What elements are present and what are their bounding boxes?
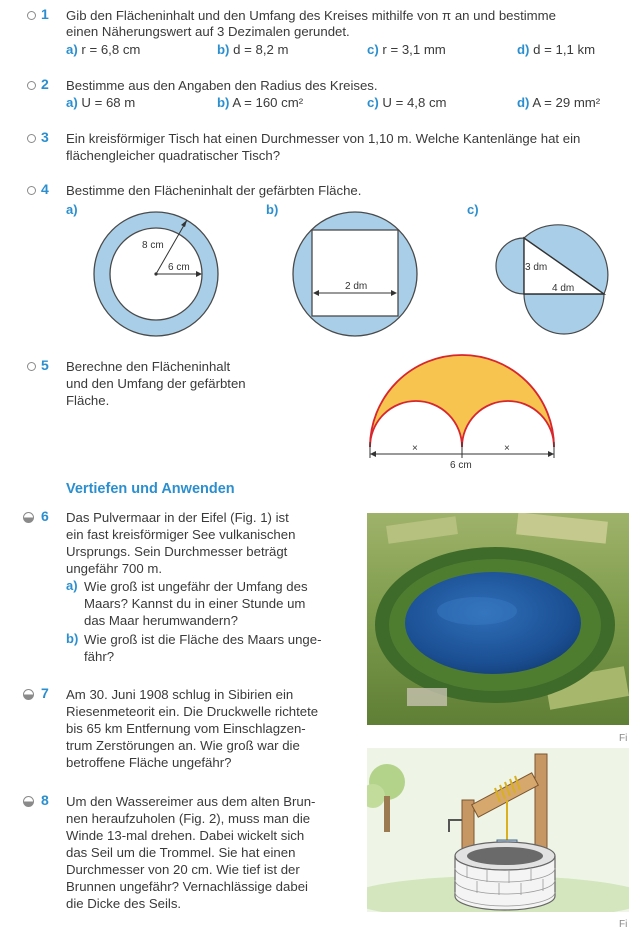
task-1-text-line1: Gib den Flächeninhalt und den Umfang des Kreises mithilfe von π an und bestimme (66, 8, 556, 23)
tree-trunk (384, 796, 390, 832)
task-1-text-line2: einen Näherungswert auf 3 Dezimalen gerundet. (66, 24, 350, 39)
task-1-bullet (27, 11, 36, 20)
task-4b-square-circle-figure (292, 210, 420, 338)
task-8-bullet (23, 796, 34, 807)
task-8-text-line6: Brunnen ungefähr? Vernachlässige dabei (66, 879, 308, 894)
task-5-text-line2: und den Umfang der gefärbten (66, 376, 246, 391)
center-point (154, 272, 157, 275)
section-heading: Vertiefen und Anwenden (66, 481, 235, 497)
task-6-bullet (23, 512, 34, 523)
semicircle-leg1 (496, 238, 524, 294)
task-3-bullet (27, 134, 36, 143)
task-5-text-line1: Berechne den Flächeninhalt (66, 359, 231, 374)
pulvermaar-photo (367, 513, 629, 725)
task-6-b-line1: Wie groß ist die Fläche des Maars unge- (84, 632, 322, 647)
task-2-item-c: c) U = 4,8 cm (367, 95, 447, 110)
task-4c-triangle-figure (488, 208, 618, 338)
inner-radius-label: 6 cm (168, 262, 190, 273)
task-8-text-line2: nen heraufzuholen (Fig. 2), muss man die (66, 811, 311, 826)
task-4-bullet (27, 186, 36, 195)
width-label: 6 cm (450, 460, 472, 471)
task-8-text-line7: die Dicke des Seils. (66, 896, 182, 911)
task-5-arc-figure (360, 350, 565, 475)
task-7-number: 7 (41, 685, 49, 701)
task-4-number: 4 (41, 181, 49, 197)
task-6-label-a: a) (66, 578, 78, 593)
task-4-label-c: c) (467, 202, 479, 217)
task-6-label-b: b) (66, 631, 79, 646)
task-6-b-line2: fähr? (84, 649, 115, 664)
task-7-text-line3: bis 65 km Entfernung vom Einschlagzen- (66, 721, 306, 736)
task-4-label-b: b) (266, 202, 279, 217)
task-4-label-a: a) (66, 202, 78, 217)
side-label: 2 dm (345, 281, 368, 292)
task-6-number: 6 (41, 508, 49, 524)
task-7-text-line1: Am 30. Juni 1908 schlug in Sibirien ein (66, 687, 294, 702)
task-2-item-a: a) U = 68 m (66, 95, 136, 110)
task-1-item-c: c) r = 3,1 mm (367, 42, 446, 57)
task-1-item-d: d) d = 1,1 km (517, 42, 596, 57)
inscribed-square (312, 230, 398, 316)
well-illustration (367, 748, 629, 912)
task-8-text-line1: Um den Wassereimer aus dem alten Brun- (66, 794, 316, 809)
task-6-a-line3: das Maar herumwandern? (84, 613, 238, 628)
task-2-item-d: d) A = 29 mm² (517, 95, 601, 110)
leg2-label: 4 dm (552, 283, 575, 294)
width-arrow-right (548, 451, 554, 457)
task-1-item-b: b) d = 8,2 m (217, 42, 289, 57)
task-1-item-a: a) r = 6,8 cm (66, 42, 141, 57)
fig-2-label: Fi (619, 919, 628, 930)
task-4a-annulus-figure (92, 208, 224, 340)
lake-reflection (437, 597, 517, 625)
task-5-number: 5 (41, 357, 49, 373)
well-opening (467, 847, 543, 865)
fig-1-label: Fi (619, 733, 628, 744)
task-6-text-line1: Das Pulvermaar in der Eifel (Fig. 1) ist (66, 510, 289, 525)
village (407, 688, 447, 706)
yellow-area (370, 355, 554, 447)
task-7-text-line2: Riesenmeteorit ein. Die Druckwelle richtete (66, 704, 319, 719)
task-4-text-line1: Bestimme den Flächeninhalt der gefärbten Fläche. (66, 183, 362, 198)
task-8-text-line5: Durchmesser von 20 cm. Wie tief ist der (66, 862, 300, 877)
task-8-text-line3: Winde 13-mal drehen. Dabei wickelt sich (66, 828, 305, 843)
leg1-label: 3 dm (525, 262, 548, 273)
task-3-text-line2: flächengleicher quadratischer Tisch? (66, 148, 281, 163)
task-6-a-line1: Wie groß ist ungefähr der Umfang des (84, 579, 308, 594)
task-7-text-line4: trum Zerstörungen an. Wie groß war die (66, 738, 300, 753)
mark-right-x: × (504, 443, 510, 454)
task-3-number: 3 (41, 129, 49, 145)
task-5-text-line3: Fläche. (66, 393, 110, 408)
right-post (535, 754, 547, 860)
task-6-text-line2: ein fast kreisförmiger See vulkanischen (66, 527, 296, 542)
task-6-a-line2: Maars? Kannst du in einer Stunde um (84, 596, 306, 611)
width-arrow-left (370, 451, 376, 457)
task-7-bullet (23, 689, 34, 700)
task-7-text-line5: betroffene Fläche ungefähr? (66, 755, 232, 770)
task-8-text-line4: das Seil um die Trommel. Sie hat einen (66, 845, 296, 860)
task-1-number: 1 (41, 6, 49, 22)
task-5-bullet (27, 362, 36, 371)
task-3-text-line1: Ein kreisförmiger Tisch hat einen Durchmesser von 1,10 m. Welche Kantenlänge hat ein (66, 131, 581, 146)
task-2-text-line1: Bestimme aus den Angaben den Radius des Kreises. (66, 78, 378, 93)
task-6-text-line4: ungefähr 700 m. (66, 561, 163, 576)
task-8-number: 8 (41, 792, 49, 808)
mark-left-x: × (412, 443, 418, 454)
task-2-item-b: b) A = 160 cm² (217, 95, 304, 110)
task-2-number: 2 (41, 76, 49, 92)
outer-radius-label: 8 cm (142, 240, 164, 251)
task-6-text-line3: Ursprungs. Sein Durchmesser beträgt (66, 544, 288, 559)
semicircle-leg2 (524, 294, 604, 334)
task-2-bullet (27, 81, 36, 90)
